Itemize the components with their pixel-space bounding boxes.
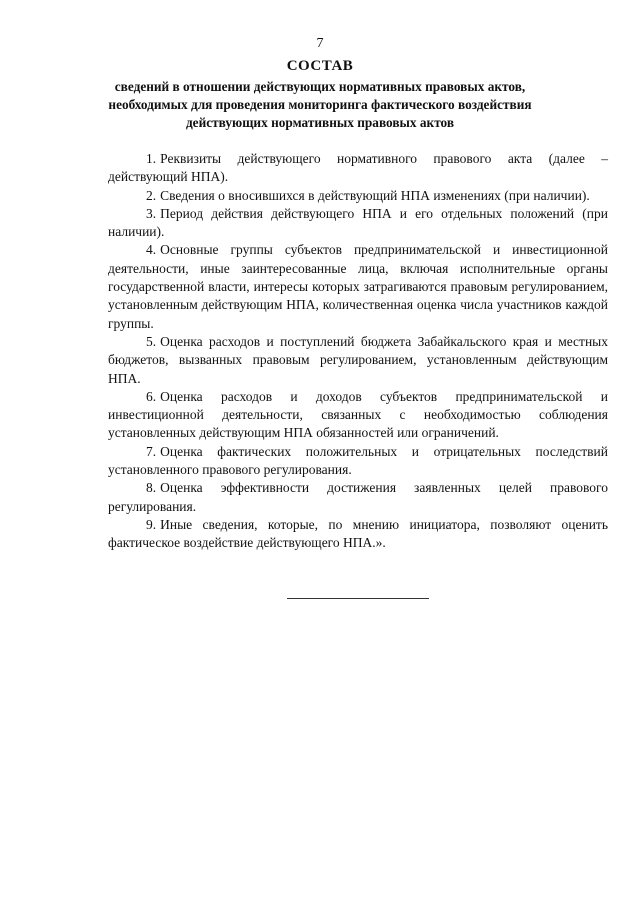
list-item: [108, 187, 608, 205]
document-title: СОСТАВ: [286, 58, 354, 74]
list-item: [108, 150, 608, 187]
item-text: Основные группы субъектов предпринимательской и инвестиционной деятельности, иные заинтересованные лица, включая исполнительные органы государственной власти, интересы которых затрагиваются правовым регулированием, установленным действующим НПА, количественная оценка числа участников каждой группы.: [108, 242, 608, 331]
item-text: Оценка эффективности достижения заявленных целей правового регулирования.: [108, 480, 608, 514]
item-number: 2.: [146, 187, 157, 203]
item-text: Оценка расходов и доходов субъектов предпринимательской и инвестиционной деятельности, связанных с необходимостью соблюдения установленных действующим НПА обязанностей или ограничений.: [108, 388, 608, 441]
item-text: Период действия действующего НПА и его отдельных положений (при наличии).: [108, 205, 608, 240]
item-number: 9.: [146, 516, 157, 532]
closing-divider: [287, 598, 429, 599]
list-item: [108, 479, 608, 516]
document-subtitle: сведений в отношении действующих нормативных правовых актов, необходимых для проведения мониторинга фактического воздействия действующих нормативных правовых актов: [108, 79, 532, 130]
item-number: 3.: [146, 205, 157, 221]
item-number: 1.: [146, 151, 157, 166]
list-item: [108, 333, 608, 388]
list-item: [108, 516, 608, 553]
items-list: [108, 150, 608, 553]
item-number: 8.: [146, 480, 157, 496]
item-text: Сведения о вносившихся в действующий НПА изменениях (при наличии).: [160, 187, 590, 203]
list-item: [108, 388, 608, 443]
item-text: Иные сведения, которые, по мнению инициатора, позволяют оценить фактическое воздействие действующего НПА.».: [108, 516, 608, 551]
page-number: 7: [316, 36, 324, 51]
item-number: 5.: [146, 333, 157, 349]
item-number: 4.: [146, 242, 157, 258]
item-number: 6.: [146, 388, 157, 404]
item-number: 7.: [146, 443, 157, 459]
list-item: [108, 205, 608, 242]
item-text: Оценка фактических положительных и отрицательных последствий установленного правового регулирования.: [108, 443, 608, 478]
list-item: [108, 443, 608, 480]
list-item: [108, 241, 608, 332]
item-text: Реквизиты действующего нормативного правового акта (далее – действующий НПА).: [108, 151, 608, 185]
item-text: Оценка расходов и поступлений бюджета Забайкальского края и местных бюджетов, вызванных правовым регулированием, установленным действующим НПА.: [108, 333, 608, 386]
